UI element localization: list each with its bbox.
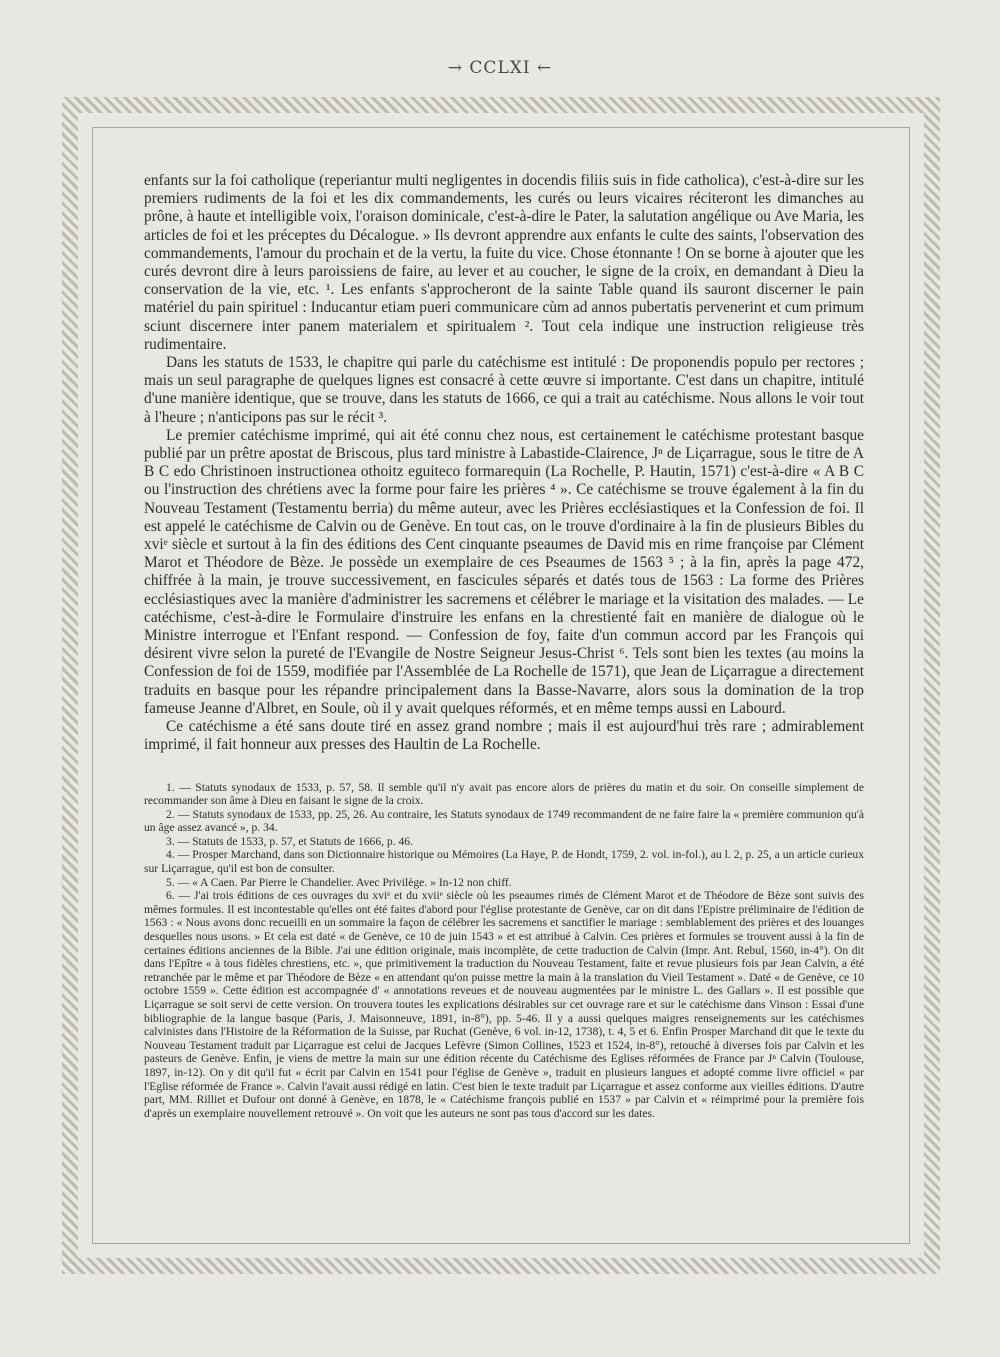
footnote: 2. — Statuts synodaux de 1533, pp. 25, 26. Au contraire, les Statuts synodaux de 1749 recommandent de ne faire faire la « première communion qu'à un âge assez avancé », p. 34. xyxy=(144,807,864,835)
paragraph: Dans les statuts de 1533, le chapitre qui parle du catéchisme est intitulé : De proponendis populo per rectores ; mais un seul paragraphe de quelques lignes est consacré à cette œuvre si importante. C'est dans un chapitre, intitulé d'une manière identique, que se trouve, dans les statuts de 1666, ce qui a trait au catéchisme. Nous allons le voir tout à l'heure ; n'anticipons pas sur le récit ³. xyxy=(144,354,864,426)
paragraph: Ce catéchisme a été sans doute tiré en assez grand nombre ; mais il est aujourd'hui très rare ; admirablement imprimé, il fait honneur aux presses des Haultin de La Rochelle. xyxy=(144,718,864,754)
body-text xyxy=(144,172,864,755)
footnote: 4. — Prosper Marchand, dans son Dictionnaire historique ou Mémoires (La Haye, P. de Hondt, 1759, 2. vol. in-fol.), au l. 2, p. 25, a un article curieux sur Liçarrague, qu'il est bon de consulter. xyxy=(144,848,864,876)
footnotes xyxy=(144,781,864,1121)
paragraph: enfants sur la foi catholique (reperiantur multi negligentes in docendis filiis suis in fide catholica), c'est-à-dire sur les premiers rudiments de la foi et les dix commandements, les curés ou leurs vicaires réciteront les dimanches au prône, à haute et intelligible voix, l'oraison dominicale, c'est-à-dire le Pater, la salutation angélique ou Ave Maria, les articles de foi et les préceptes du Décalogue. » Ils devront apprendre aux enfants le culte des saints, l'observation des commandements, l'amour du prochain et de la vertu, la fuite du vice. Chose étonnante ! On se borne à ajouter que les curés devront dire à leurs paroissiens de faire, au lever et au coucher, le signe de la croix, en demandant à Dieu la conservation de la vie, etc. ¹. Les enfants s'approcheront de la sainte Table quand ils sauront discerner le pain matériel du pain spirituel : Inducantur etiam pueri communicare cùm ad annos pubertatis pervenerint et cum primum sciunt discernere inter panem materialem et spiritualem ². Tout cela indique une instruction religieuse très rudimentaire. xyxy=(144,172,864,353)
page-content xyxy=(144,172,864,1120)
paragraph: Le premier catéchisme imprimé, qui ait été connu chez nous, est certainement le catéchisme protestant basque publié par un prêtre apostat de Briscous, plus tard ministre à Labastide-Clairence, Jⁿ de Liçarrague, sous le titre de A B C edo Christinoen instructionea othoitz eguiteco formarequin (La Rochelle, P. Hautin, 1571) c'est-à-dire « A B C ou l'instruction des chrétiens avec la forme pour faire les prières ⁴ ». Ce catéchisme se trouve également à la fin du Nouveau Testament (Testamentu berria) du même auteur, avec les Prières ecclésiastiques et la Confession de foi. Il est appelé le catéchisme de Calvin ou de Genève. En tout cas, on le trouve d'ordinaire à la fin de plusieurs Bibles du xviᵉ siècle et surtout à la fin des éditions des Cent cinquante pseaumes de David mis en rime françoise par Clément Marot et Théodore de Bèze. Je possède un exemplaire de ces Pseaumes de 1563 ⁵ ; à la fin, après la page 472, chiffrée à la main, je trouve successivement, en fascicules séparés et datés tous de 1563 : La forme des Prières ecclésiastiques avec la manière d'administrer les sacremens et célébrer le mariage et la visitation des malades. — Le catéchisme, c'est-à-dire le Formulaire d'instruire les enfans en la chrestienté fait en manière de dialogue où le Ministre interrogue et l'Enfant respond. — Confession de foy, faite d'un commun accord par les François qui désirent vivre selon la pureté de l'Evangile de Nostre Seigneur Jesus-Christ ⁶. Tels sont bien les textes (au moins la Confession de foi de 1559, modifiée par l'Assemblée de La Rochelle de 1571), que Jean de Liçarrague a directement traduits en basque pour les répandre principalement dans la Basse-Navarre, alors sous la domination de la trop fameuse Jeanne d'Albret, en Soule, où il y avait quelques réformés, et en même temps aussi en Labourd. xyxy=(144,426,864,717)
page-number: → CCLXI ← xyxy=(447,58,553,78)
footnote: 3. — Statuts de 1533, p. 57, et Statuts de 1666, p. 46. xyxy=(166,834,414,848)
footnote: 6. — J'ai trois éditions de ces ouvrages du xviᵉ et du xviiᵉ siècle où les pseaumes rimés de Clément Marot et de Théodore de Bèze sont suivis des mêmes formules. Il est incontestable qu'elles ont été faites d'abord pour l'église protestante de Genève, car on dit dans l'Epistre préliminaire de l'édition de 1563 : « Nous avons donc recueilli en un sommaire la façon de célébrer les sacremens et sanctifier le mariage : semblablement des prières et des louanges desquelles nous usons. » Et cela est daté « de Genève, ce 10 de juin 1543 » et est attribué à Calvin. Ces prières et formules se trouvent aussi à la fin de certaines éditions anciennes de la Bible. J'ai une édition originale, mais incomplète, de cette traduction de Calvin (Impr. Ant. Rebul, 1560, in-4°). On dit dans l'Epître « à tous fidèles chrestiens, etc. », que primitivement la traduction du Nouveau Testament, faite et revue plusieurs fois par Jean Calvin, a été retranchée par le même et par Théodore de Bèze « en attendant qu'on puisse mettre la main à la translation du Vieil Testament ». Daté « de Genève, ce 10 octobre 1559 ». Cette édition est accompagnée d' « annotations reveues et de nouveau augmentées par le ministre L. des Gallars ». Il est possible que Liçarrague se soit servi de cette version. On trouvera toutes les explications désirables sur cet ouvrage rare et sur le catéchisme dans Vinson : Essai d'une bibliographie de la langue basque (Paris, J. Maisonneuve, 1891, in-8°), pp. 5-46. Il y a aussi quelques maigres renseignements sur les catéchismes calvinistes dans l'Histoire de la Réformation de la Suisse, par Ruchat (Genève, 6 vol. in-12, 1738), t. 4, 5 et 6. Enfin Prosper Marchand dit que le texte du Nouveau Testament traduit par Liçarrague est celui de Jacques Lefèvre (Simon Collines, 1523 et 1524, in-8°), retouché à diverses fois par Calvin et les pasteurs de Genève. Enfin, je viens de mettre la main sur une édition récente du Catéchisme des Eglises réformées de France par Jⁿ Calvin (Toulouse, 1897, in-12). On y dit qu'il fut « écrit par Calvin en 1541 pour l'église de Genève », traduit en plusieurs langues et adopté comme livre officiel « par l'Eglise réformée de France ». Calvin l'avait aussi rédigé en latin. C'est bien le texte traduit par Liçarrague et assez conforme aux vieilles éditions. D'autre part, MM. Rilliet et Dufour ont donné à Genève, en 1878, le « Catéchisme françois publié en 1537 » par Calvin et « réimprimé pour la première fois d'après un exemplaire nouvellement retrouvé ». On voit que les auteurs ne sont pas tous d'accord sur les dates. xyxy=(144,889,864,1120)
footnote: 1. — Statuts synodaux de 1533, p. 57, 58. Il semble qu'il n'y avait pas encore alors de prières du matin et du soir. On conseille simplement de recommander son âme à Dieu en faisant le signe de la croix. xyxy=(144,780,864,808)
footnote: 5. — « A Caen. Par Pierre le Chandelier. Avec Privilège. » In-12 non chiff. xyxy=(166,875,512,889)
